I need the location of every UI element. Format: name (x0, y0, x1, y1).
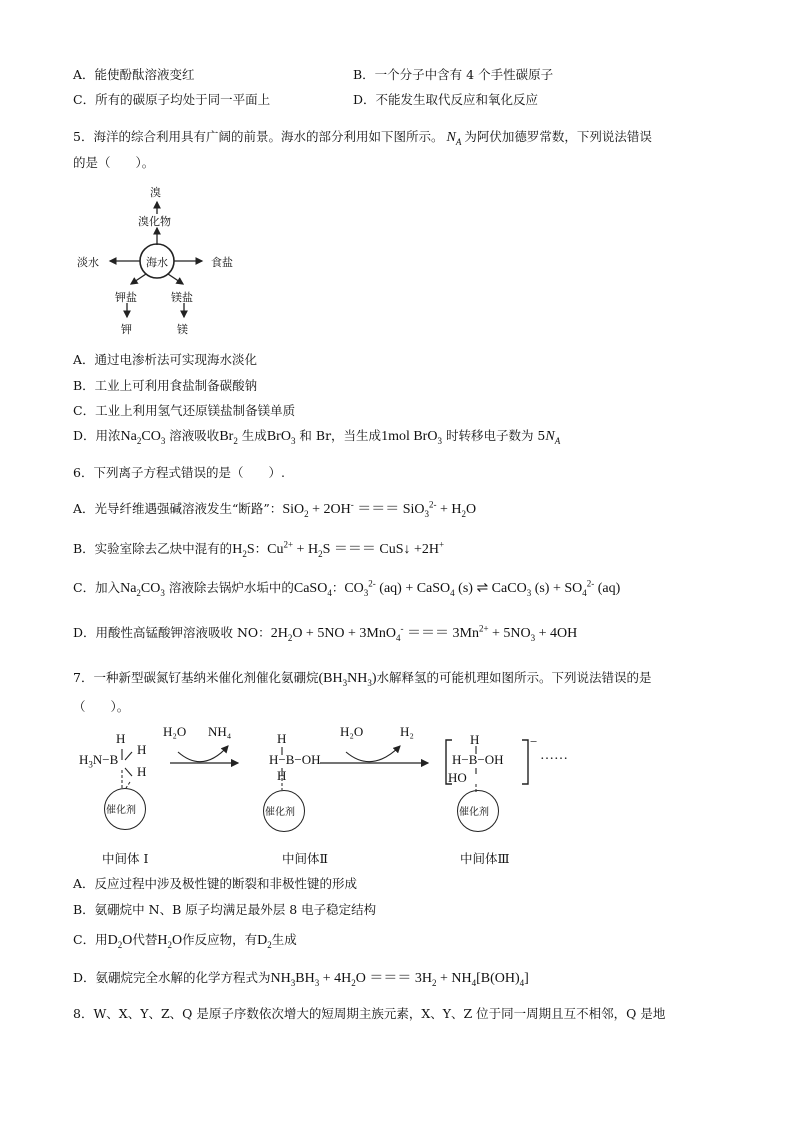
q5-option-c: C．工业上利用氢气还原镁盐制备镁单质 (73, 403, 296, 418)
q4-option-c: C．所有的碳原子均处于同一平面上 (73, 92, 271, 107)
catalyst-label-1: 催化剂 (106, 805, 136, 816)
q8-stem: 8．W、X、Y、Z、Q 是原子序数依次增大的短周期主族元素，X、Y、Z 位于同一周期且互不相邻，Q 是地 (73, 1006, 666, 1021)
q4-option-d: D．不能发生取代反应和氧化反应 (353, 92, 539, 107)
reagent-h2o-1: H₂O (163, 724, 187, 739)
intermediate-1-label: 中间体 Ⅰ (102, 851, 149, 866)
q5-option-b: B．工业上可利用食盐制备碳酸钠 (73, 378, 258, 393)
q7-option-a: A．反应过程中涉及极性键的断裂和非极性键的形成 (73, 876, 358, 891)
intermediate-2-label: 中间体Ⅱ (282, 851, 328, 866)
q6-option-b: B．实验室除去乙炔中混有的$H_2S$：$Cu^{2+} + H_2S$ ＝＝＝ CuS↓ +2H+ (73, 539, 445, 559)
q6-option-c: C．加入$Na_2CO_3$ 溶液除去锅炉水垢中的CaSO$_4$：$CO_3^{2-}$ (aq) + CaSO$_4$ (s) ⇌ CaCO$_3$ $(s) + SO_4^{2-}$ (aq) (73, 578, 621, 598)
diagram-magnesium: 镁 (177, 323, 188, 336)
q4-option-a: A．能使酚酞溶液变红 (73, 67, 195, 82)
q6-option-d: D．用酸性高锰酸钾溶液吸收 NO：$2H_2O + 5NO + 3MnO_4^-$ ＝＝＝ $3Mn^{2+} + 5NO_3 + 4OH$ (73, 623, 578, 643)
diagram-salt: 食盐 (211, 256, 233, 269)
diagram-freshwater: 淡水 (77, 256, 99, 269)
q7-stem-line2: （ ）。 (73, 699, 130, 714)
q5-stem-line2: 的是（ ）。 (73, 155, 155, 170)
q6-stem: 6．下列离子方程式错误的是（ ）. (73, 465, 285, 480)
q7-option-d: D．氨硼烷完全水解的化学方程式为$NH_3BH_3 + 4H_2O$ ＝＝＝ $3H_2 + NH_4[B(OH)_4]$ (73, 970, 529, 988)
reagent-h2: H₂ (400, 724, 414, 739)
q7-stem: 7．一种新型碳氮钌基纳米催化剂催化氨硼烷$(BH_3NH_3)$水解释氢的可能机理如图所示。下列说法错误的是 (73, 670, 652, 688)
q5-option-d: D．用浓$Na_2CO_3$ 溶液吸收$Br_2$ 生成BrO$_3$ 和 Br，当生成1mol BrO$_3$ 时转移电子数为 $5N_A$ (73, 428, 561, 446)
diagram-magnesium-salt: 镁盐 (171, 291, 193, 304)
reagent-h2o-2: H₂O (340, 724, 364, 739)
q7-option-c: C．用$D_2O$代替$H_2O$作反应物，有$D_2$生成 (73, 932, 297, 950)
q5-option-a: A．通过电渗析法可实现海水淡化 (73, 352, 258, 367)
mechanism-diagram-lines (70, 722, 610, 842)
catalyst-label-3: 催化剂 (459, 807, 489, 818)
diagram-bromide: 溴化物 (138, 215, 171, 228)
diagram-bromine: 溴 (150, 186, 161, 199)
diagram-seawater: 海水 (146, 256, 168, 269)
q4-option-b: B．一个分子中含有 4 个手性碳原子 (353, 67, 554, 82)
q6-option-a: A．光导纤维遇强碱溶液发生“断路”：SiO$_2$ + 2OH- ＝＝＝ $SiO_3^{2-} + H_2O$ (73, 499, 477, 519)
q5-stem: 5．海洋的综合利用具有广阔的前景。海水的部分利用如下图所示。 $N_A$ 为阿伏加德罗常数，下列说法错误 (73, 129, 652, 147)
reagent-nh4: NH₄ (208, 724, 232, 739)
q7-option-b: B．氨硼烷中 N、B 原子均满足最外层 8 电子稳定结构 (73, 902, 377, 917)
diagram-potassium-salt: 钾盐 (115, 291, 137, 304)
diagram-potassium: 钾 (121, 323, 132, 336)
mechanism-ellipsis: …… (540, 748, 568, 763)
intermediate-3-label: 中间体Ⅲ (460, 851, 510, 866)
catalyst-label-2: 催化剂 (265, 807, 295, 818)
